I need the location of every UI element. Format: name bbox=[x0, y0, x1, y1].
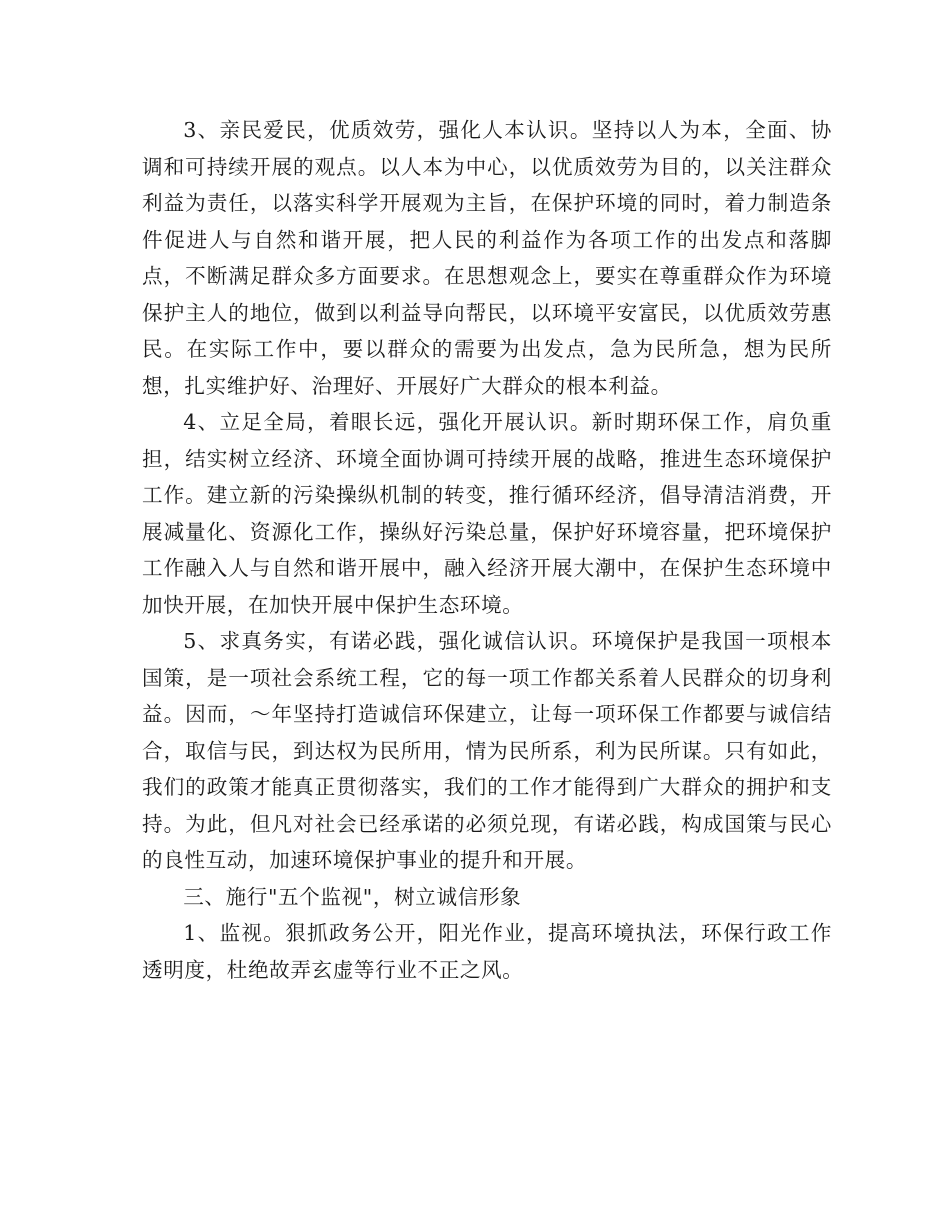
paragraph-point-3: 3、亲民爱民，优质效劳，强化人本认识。坚持以人为本，全面、协调和可持续开展的观点。以人本为中心，以优质效劳为目的，以关注群众利益为责任，以落实科学开展观为主旨，在保护环境的同时，着力制造条件促进人与自然和谐开展，把人民的利益作为各项工作的出发点和落脚点，不断满足群众多方面要求。在思想观念上，要实在尊重群众作为环境保护主人的地位，做到以利益导向帮民，以环境平安富民，以优质效劳惠民。在实际工作中，要以群众的需要为出发点，急为民所急，想为民所想，扎实维护好、治理好、开展好广大群众的根本利益。 bbox=[142, 118, 832, 398]
section-heading-three: 三、施行"五个监视"，树立诚信形象 bbox=[183, 884, 522, 909]
paragraph-point-5: 5、求真务实，有诺必践，强化诚信认识。环境保护是我国一项根本国策，是一项社会系统工程，它的每一项工作都关系着人民群众的切身利益。因而，～年坚持打造诚信环保建立，让每一项环保工作都要与诚信结合，取信与民，到达权为民所用，情为民所系，利为民所谋。只有如此，我们的政策才能真正贯彻落实，我们的工作才能得到广大群众的拥护和支持。为此，但凡对社会已经承诺的必须兑现，有诺必践，构成国策与民心的良性互动，加速环境保护事业的提升和开展。 bbox=[142, 629, 832, 872]
paragraph-point-4: 4、立足全局，着眼长远，强化开展认识。新时期环保工作，肩负重担，结实树立经济、环境全面协调可持续开展的战略，推进生态环境保护工作。建立新的污染操纵机制的转变，推行循环经济，倡导清洁消费，开展减量化、资源化工作，操纵好污染总量，保护好环境容量，把环境保护工作融入人与自然和谐开展中，融入经济开展大潮中，在保护生态环境中加快开展，在加快开展中保护生态环境。 bbox=[142, 410, 832, 617]
document-body bbox=[142, 112, 832, 988]
paragraph-subpoint-1: 1、监视。狠抓政务公开，阳光作业，提高环境执法，环保行政工作透明度，杜绝故弄玄虚等行业不正之风。 bbox=[142, 921, 832, 982]
